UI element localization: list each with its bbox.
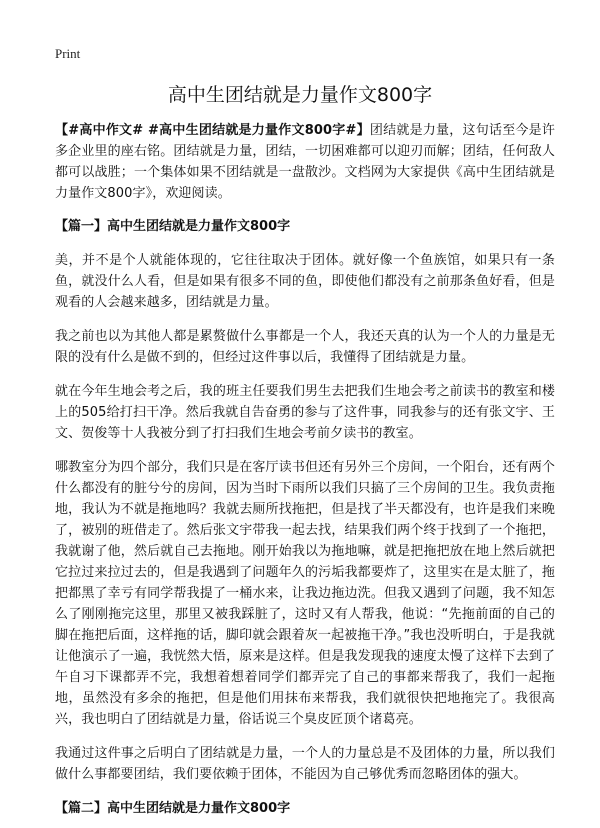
section-1-paragraph-1: 美，并不是个人就能体现的，它往往取决于团体。就好像一个鱼族馆，如果只有一条鱼，就没什么人看，但是如果有很多不同的鱼，即使他们都没有之前那条鱼好看，但是观看的人会越来越多，团结就是力量。: [55, 253, 555, 310]
intro-text: 团结就是力量，这句话至今是许多企业里的座右铭。团结就是力量，团结，一切困难都可以迎刃而解；团结，任何敌人都可以战胜；一个集体如果不团结就是一盘散沙。文档网为大家提供《高中生团结就是力量作文800字》，欢迎阅读。: [55, 123, 555, 201]
intro-paragraph: [55, 120, 555, 204]
intro-tag: 【#高中作文# #高中生团结就是力量作文800字#】: [55, 123, 370, 138]
section-heading-1: 【篇一】高中生团结就是力量作文800字: [55, 219, 291, 234]
section-heading-2: 【篇二】高中生团结就是力量作文800字: [55, 801, 291, 816]
section-1-paragraph-4: 哪教室分为四个部分，我们只是在客厅读书但还有另外三个房间，一个阳台，还有两个什么都没有的脏兮兮的房间，因为当时下雨所以我们只搞了三个房间的卫生。我负责拖地，我认为不就是拖地吗？我就去厕所找拖把，但是找了半天都没有，也许是我们来晚了，被别的班借走了。然后张文宇带我一起去找，结果我们两个终于找到了一个拖把，我就谢了他，然后就自己去拖地。刚开始我以为拖地嘛，就是把拖把放在地上然后就把它拉过来拉过去的，但是我遇到了问题年久的污垢我都要炸了，这里实在是太脏了，拖把都黑了幸亏有同学帮我提了一桶水来，让我边拖边洗。但我又遇到了问题，我不知怎么了刚刚拖完这里，那里又被我踩脏了，这时又有人帮我，他说：“先拖前面的自己的脚在拖把后面，这样拖的话，脚印就会跟着灰一起被拖干净。”我也没听明白，于是我就让他演示了一遍，我恍然大悟，原来是这样。但是我发现我的速度太慢了这样下去到了午自习下课都弄不完，我想着想着同学们都弄完了自己的事都来帮我了，我们一起拖地，虽然没有多余的拖把，但是他们用抹布来帮我，我们就很快把地拖完了。我很高兴，我也明白了团结就是力量，俗话说三个臭皮匠顶个诸葛亮。: [55, 460, 555, 727]
section-1-paragraph-5: 我通过这件事之后明白了团结就是力量，一个人的力量总是不及团体的力量，所以我们做什么事都要团结，我们要依赖于团体，不能因为自己够优秀而忽略团体的强大。: [55, 746, 555, 782]
print-label: Print: [55, 46, 81, 61]
section-1-paragraph-2: 我之前也以为其他人都是累赘做什么事都是一个人，我还天真的认为一个人的力量是无限的没有什么是做不到的，但经过这件事以后，我懂得了团结就是力量。: [55, 329, 555, 365]
page-title: 高中生团结就是力量作文800字: [167, 84, 433, 106]
section-1-paragraph-3: 就在今年生地会考之后，我的班主任要我们男生去把我们生地会考之前读书的教室和楼上的505给打扫干净。然后我就自告奋勇的参与了这件事，同我参与的还有张文宇、王文、贺俊等十人我被分到了打扫我们生地会考前夕读书的教室。: [55, 384, 555, 441]
document-body: [55, 120, 555, 828]
